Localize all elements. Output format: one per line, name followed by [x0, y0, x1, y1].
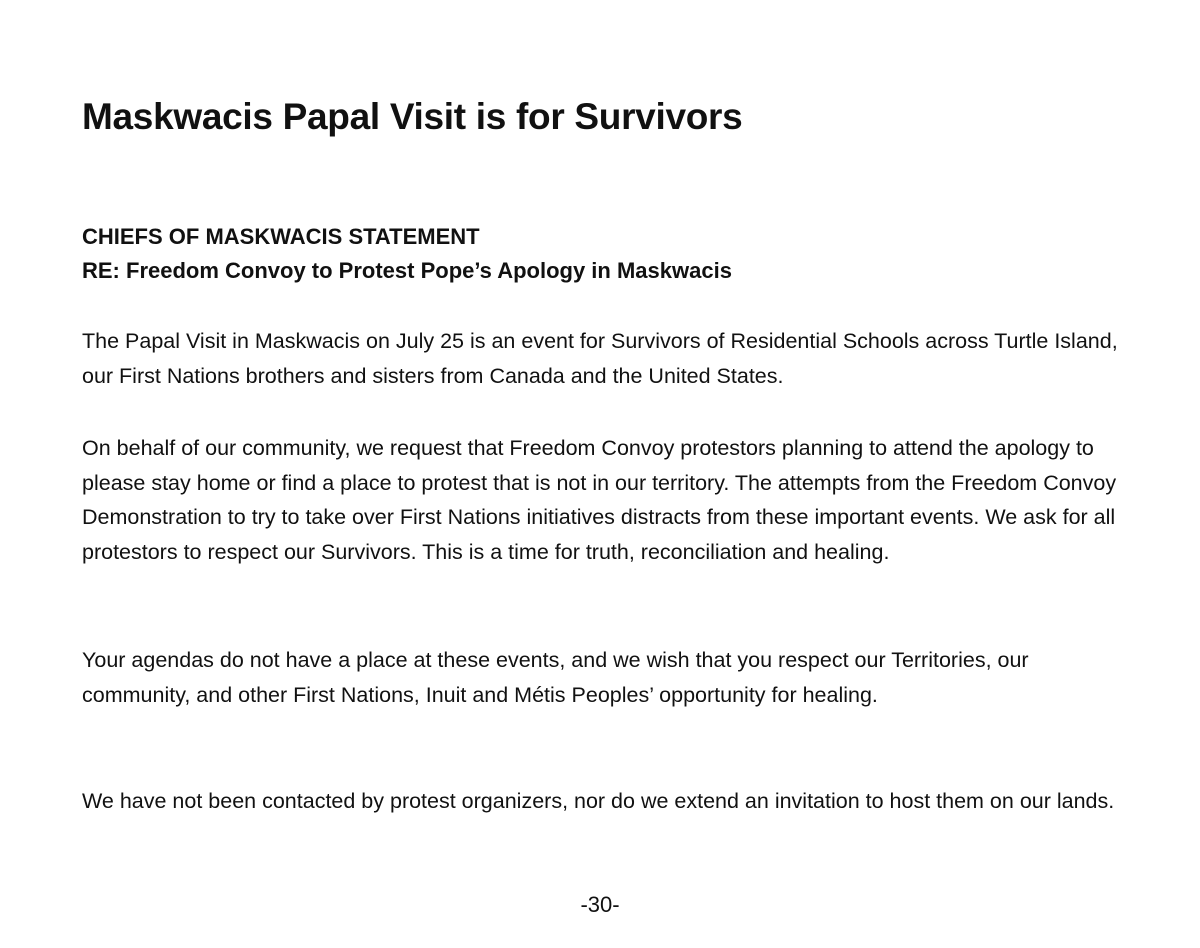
- paragraph-4: We have not been contacted by protest organizers, nor do we extend an invitation to host them on our lands.: [82, 789, 1115, 813]
- document-title: Maskwacis Papal Visit is for Survivors: [82, 96, 743, 137]
- paragraph-1: The Papal Visit in Maskwacis on July 25 is an event for Survivors of Residential Schools across Turtle Island, our First Nations brothers and sisters from Canada and the United States.: [82, 329, 1118, 388]
- statement-heading: [82, 220, 732, 288]
- paragraph-2: On behalf of our community, we request that Freedom Convoy protestors planning to attend the apology to please stay home or find a place to protest that is not in our territory. The attempts from the Freedom Convoy Demonstration to try to take over First Nations initiatives distracts from these important events. We ask for all protestors to respect our Survivors. This is a time for truth, reconciliation and healing.: [82, 436, 1117, 564]
- statement-heading-line-1: CHIEFS OF MASKWACIS STATEMENT: [82, 224, 480, 249]
- end-marker: [82, 892, 1142, 918]
- paragraph-3: Your agendas do not have a place at these events, and we wish that you respect our Territories, our community, and other First Nations, Inuit and Métis Peoples’ opportunity for healing.: [82, 648, 1029, 707]
- end-marker-text: -30-: [580, 892, 620, 917]
- statement-heading-line-2: RE: Freedom Convoy to Protest Pope’s Apology in Maskwacis: [82, 258, 732, 283]
